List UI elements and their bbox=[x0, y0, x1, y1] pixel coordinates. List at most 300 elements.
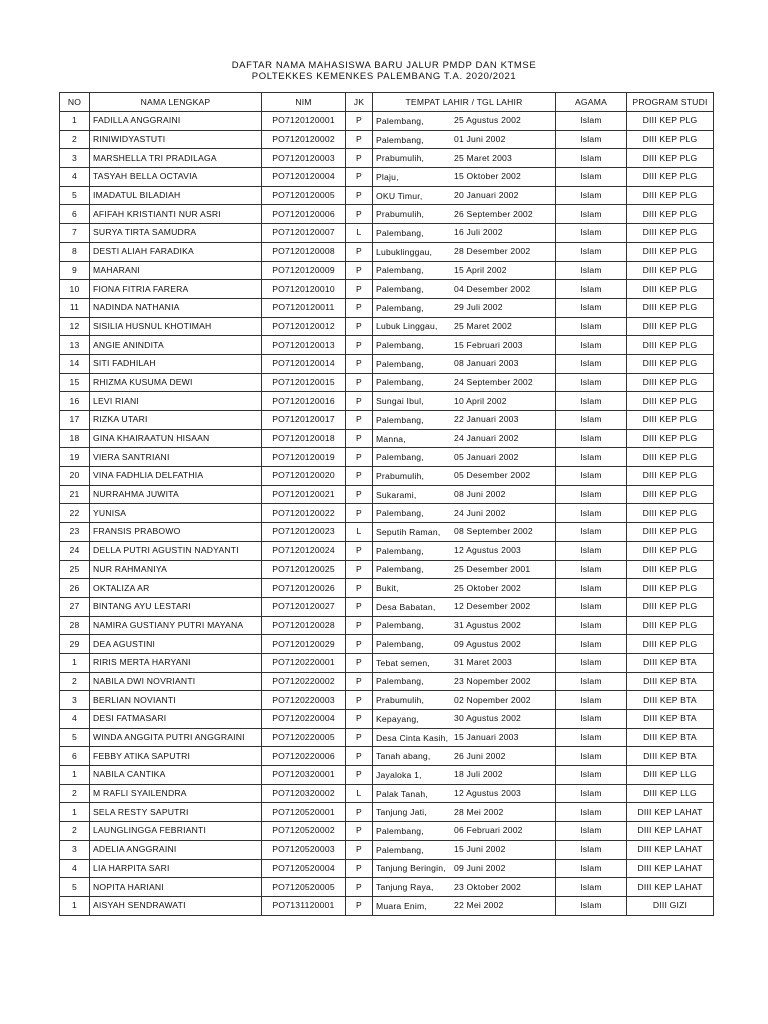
cell-no: 1 bbox=[60, 653, 90, 672]
cell-nama: VINA FADHLIA DELFATHIA bbox=[90, 467, 262, 486]
cell-nim: PO7120120006 bbox=[262, 205, 346, 224]
birth-place: Prabumulih, bbox=[376, 209, 425, 220]
birth-date: 12 Desember 2002 bbox=[454, 601, 531, 612]
birth-place: Palembang, bbox=[376, 302, 424, 313]
birth-place: Desa Babatan, bbox=[376, 601, 436, 612]
table-row bbox=[60, 710, 714, 729]
cell-agama: Islam bbox=[556, 523, 627, 542]
cell-nim: PO7120220003 bbox=[262, 691, 346, 710]
cell-jk: P bbox=[346, 317, 373, 336]
birth-date: 24 September 2002 bbox=[454, 376, 533, 387]
cell-nim: PO7120120029 bbox=[262, 635, 346, 654]
cell-no: 4 bbox=[60, 859, 90, 878]
birth-place: Prabumulih, bbox=[376, 470, 425, 481]
cell-nim: PO7120120002 bbox=[262, 130, 346, 149]
birth-place: Palembang, bbox=[376, 115, 424, 126]
table-row bbox=[60, 298, 714, 317]
table-row bbox=[60, 429, 714, 448]
cell-program-studi: DIII KEP PLG bbox=[627, 429, 714, 448]
cell-no: 3 bbox=[60, 840, 90, 859]
cell-nama: DEA AGUSTINI bbox=[90, 635, 262, 654]
birth-date: 04 Desember 2002 bbox=[454, 283, 531, 294]
birth-date: 26 Juni 2002 bbox=[454, 750, 506, 761]
birth-place: Palembang, bbox=[376, 676, 424, 687]
cell-nama: FIONA FITRIA FARERA bbox=[90, 280, 262, 299]
cell-nama: DESTI ALIAH FARADIKA bbox=[90, 242, 262, 261]
table-row bbox=[60, 373, 714, 392]
cell-nama: NABILA CANTIKA bbox=[90, 766, 262, 785]
cell-program-studi: DIII KEP BTA bbox=[627, 728, 714, 747]
cell-tempat-tgl-lahir bbox=[373, 597, 556, 616]
birth-date: 10 April 2002 bbox=[454, 395, 507, 406]
cell-jk: P bbox=[346, 728, 373, 747]
cell-program-studi: DIII KEP PLG bbox=[627, 523, 714, 542]
cell-agama: Islam bbox=[556, 186, 627, 205]
cell-no: 24 bbox=[60, 541, 90, 560]
cell-no: 1 bbox=[60, 112, 90, 131]
cell-no: 20 bbox=[60, 467, 90, 486]
birth-date: 08 Juni 2002 bbox=[454, 489, 506, 500]
table-row bbox=[60, 541, 714, 560]
cell-tempat-tgl-lahir bbox=[373, 298, 556, 317]
cell-jk: P bbox=[346, 541, 373, 560]
birth-date: 08 Januari 2003 bbox=[454, 358, 519, 369]
cell-program-studi: DIII KEP PLG bbox=[627, 205, 714, 224]
table-row bbox=[60, 280, 714, 299]
cell-jk: P bbox=[346, 803, 373, 822]
cell-program-studi: DIII KEP PLG bbox=[627, 635, 714, 654]
cell-nim: PO7120520001 bbox=[262, 803, 346, 822]
cell-jk: P bbox=[346, 149, 373, 168]
cell-nama: VIERA SANTRIANI bbox=[90, 448, 262, 467]
cell-program-studi: DIII KEP PLG bbox=[627, 560, 714, 579]
cell-agama: Islam bbox=[556, 653, 627, 672]
cell-agama: Islam bbox=[556, 485, 627, 504]
birth-date: 23 Oktober 2002 bbox=[454, 881, 522, 892]
birth-date: 24 Juni 2002 bbox=[454, 507, 506, 518]
table-row bbox=[60, 130, 714, 149]
cell-nim: PO7120520003 bbox=[262, 840, 346, 859]
cell-tempat-tgl-lahir bbox=[373, 840, 556, 859]
cell-program-studi: DIII KEP BTA bbox=[627, 747, 714, 766]
cell-program-studi: DIII KEP BTA bbox=[627, 653, 714, 672]
birth-date: 09 Agustus 2002 bbox=[454, 638, 522, 649]
cell-agama: Islam bbox=[556, 728, 627, 747]
cell-jk: P bbox=[346, 766, 373, 785]
cell-agama: Islam bbox=[556, 597, 627, 616]
cell-program-studi: DIII KEP LAHAT bbox=[627, 859, 714, 878]
cell-agama: Islam bbox=[556, 149, 627, 168]
cell-jk: P bbox=[346, 112, 373, 131]
cell-program-studi: DIII GIZI bbox=[627, 896, 714, 915]
cell-jk: P bbox=[346, 878, 373, 897]
cell-program-studi: DIII KEP LLG bbox=[627, 766, 714, 785]
birth-place: Palembang, bbox=[376, 545, 424, 556]
cell-nim: PO7120120004 bbox=[262, 168, 346, 187]
cell-nim: PO7120120009 bbox=[262, 261, 346, 280]
cell-jk: P bbox=[346, 261, 373, 280]
birth-date: 20 Januari 2002 bbox=[454, 190, 519, 201]
cell-jk: P bbox=[346, 205, 373, 224]
cell-tempat-tgl-lahir bbox=[373, 354, 556, 373]
cell-nim: PO7120120008 bbox=[262, 242, 346, 261]
cell-nama: NUR RAHMANIYA bbox=[90, 560, 262, 579]
cell-jk: P bbox=[346, 597, 373, 616]
cell-nama: DESI FATMASARI bbox=[90, 710, 262, 729]
cell-nama: ANGIE ANINDITA bbox=[90, 336, 262, 355]
cell-jk: P bbox=[346, 298, 373, 317]
birth-date: 18 Juli 2002 bbox=[454, 769, 503, 780]
cell-nim: PO7120220001 bbox=[262, 653, 346, 672]
cell-nim: PO7120120003 bbox=[262, 149, 346, 168]
birth-date: 25 Agustus 2002 bbox=[454, 115, 522, 126]
cell-nama: NURRAHMA JUWITA bbox=[90, 485, 262, 504]
cell-no: 2 bbox=[60, 672, 90, 691]
birth-place: Palembang, bbox=[376, 825, 424, 836]
birth-date: 30 Agustus 2002 bbox=[454, 713, 522, 724]
cell-agama: Islam bbox=[556, 467, 627, 486]
table-row bbox=[60, 168, 714, 187]
cell-nama: MAHARANI bbox=[90, 261, 262, 280]
student-table bbox=[59, 92, 714, 916]
cell-nim: PO7120120019 bbox=[262, 448, 346, 467]
table-row bbox=[60, 803, 714, 822]
cell-no: 28 bbox=[60, 616, 90, 635]
table-row bbox=[60, 896, 714, 915]
cell-agama: Islam bbox=[556, 411, 627, 430]
birth-date: 15 Januari 2003 bbox=[454, 732, 519, 743]
birth-place: Palembang, bbox=[376, 844, 424, 855]
cell-program-studi: DIII KEP PLG bbox=[627, 354, 714, 373]
cell-nama: RINIWIDYASTUTI bbox=[90, 130, 262, 149]
cell-nim: PO7120120022 bbox=[262, 504, 346, 523]
cell-no: 4 bbox=[60, 168, 90, 187]
cell-no: 22 bbox=[60, 504, 90, 523]
cell-jk: P bbox=[346, 485, 373, 504]
cell-program-studi: DIII KEP PLG bbox=[627, 317, 714, 336]
header-nama-lengkap: NAMA LENGKAP bbox=[90, 93, 262, 112]
birth-date: 28 Mei 2002 bbox=[454, 806, 504, 817]
table-row bbox=[60, 242, 714, 261]
cell-nim: PO7120520005 bbox=[262, 878, 346, 897]
cell-nim: PO7120120001 bbox=[262, 112, 346, 131]
cell-nama: OKTALIZA AR bbox=[90, 579, 262, 598]
table-row bbox=[60, 597, 714, 616]
cell-no: 5 bbox=[60, 186, 90, 205]
cell-nim: PO7120220006 bbox=[262, 747, 346, 766]
cell-no: 13 bbox=[60, 336, 90, 355]
birth-place: Palembang, bbox=[376, 134, 424, 145]
table-row bbox=[60, 635, 714, 654]
cell-agama: Islam bbox=[556, 710, 627, 729]
cell-program-studi: DIII KEP PLG bbox=[627, 224, 714, 243]
cell-no: 5 bbox=[60, 728, 90, 747]
cell-program-studi: DIII KEP PLG bbox=[627, 411, 714, 430]
cell-no: 8 bbox=[60, 242, 90, 261]
birth-place: Sukarami, bbox=[376, 489, 417, 500]
cell-tempat-tgl-lahir bbox=[373, 896, 556, 915]
cell-tempat-tgl-lahir bbox=[373, 392, 556, 411]
cell-nim: PO7120120028 bbox=[262, 616, 346, 635]
cell-nim: PO7120120013 bbox=[262, 336, 346, 355]
cell-jk: P bbox=[346, 411, 373, 430]
cell-agama: Islam bbox=[556, 560, 627, 579]
cell-agama: Islam bbox=[556, 336, 627, 355]
cell-nim: PO7120120005 bbox=[262, 186, 346, 205]
cell-agama: Islam bbox=[556, 317, 627, 336]
cell-program-studi: DIII KEP BTA bbox=[627, 710, 714, 729]
cell-program-studi: DIII KEP PLG bbox=[627, 186, 714, 205]
cell-jk: P bbox=[346, 710, 373, 729]
cell-tempat-tgl-lahir bbox=[373, 747, 556, 766]
cell-jk: P bbox=[346, 448, 373, 467]
cell-agama: Islam bbox=[556, 504, 627, 523]
cell-program-studi: DIII KEP LLG bbox=[627, 784, 714, 803]
cell-agama: Islam bbox=[556, 392, 627, 411]
cell-tempat-tgl-lahir bbox=[373, 112, 556, 131]
cell-no: 3 bbox=[60, 149, 90, 168]
cell-nim: PO7120520004 bbox=[262, 859, 346, 878]
table-row bbox=[60, 672, 714, 691]
cell-jk: P bbox=[346, 354, 373, 373]
cell-no: 14 bbox=[60, 354, 90, 373]
birth-date: 22 Mei 2002 bbox=[454, 900, 504, 911]
cell-nama: NAMIRA GUSTIANY PUTRI MAYANA bbox=[90, 616, 262, 635]
cell-agama: Islam bbox=[556, 803, 627, 822]
table-row bbox=[60, 504, 714, 523]
cell-nim: PO7120120011 bbox=[262, 298, 346, 317]
document-title: DAFTAR NAMA MAHASISWA BARU JALUR PMDP DAN KTMSE bbox=[231, 60, 537, 71]
cell-nama: SISILIA HUSNUL KHOTIMAH bbox=[90, 317, 262, 336]
cell-nama: MARSHELLA TRI PRADILAGA bbox=[90, 149, 262, 168]
cell-program-studi: DIII KEP PLG bbox=[627, 504, 714, 523]
header-program-studi: PROGRAM STUDI bbox=[627, 93, 714, 112]
cell-agama: Islam bbox=[556, 859, 627, 878]
cell-nama: BINTANG AYU LESTARI bbox=[90, 597, 262, 616]
cell-tempat-tgl-lahir bbox=[373, 205, 556, 224]
cell-tempat-tgl-lahir bbox=[373, 448, 556, 467]
birth-place: Palembang, bbox=[376, 227, 424, 238]
birth-date: 23 Nopember 2002 bbox=[454, 675, 531, 686]
birth-place: Palembang, bbox=[376, 508, 424, 519]
cell-nama: SURYA TIRTA SAMUDRA bbox=[90, 224, 262, 243]
birth-date: 28 Desember 2002 bbox=[454, 246, 531, 257]
cell-tempat-tgl-lahir bbox=[373, 261, 556, 280]
cell-no: 4 bbox=[60, 710, 90, 729]
cell-no: 11 bbox=[60, 298, 90, 317]
cell-agama: Islam bbox=[556, 635, 627, 654]
cell-no: 1 bbox=[60, 896, 90, 915]
birth-date: 12 Agustus 2003 bbox=[454, 788, 522, 799]
cell-agama: Islam bbox=[556, 112, 627, 131]
cell-tempat-tgl-lahir bbox=[373, 710, 556, 729]
table-row bbox=[60, 411, 714, 430]
cell-no: 23 bbox=[60, 523, 90, 542]
cell-nim: PO7120120025 bbox=[262, 560, 346, 579]
cell-tempat-tgl-lahir bbox=[373, 766, 556, 785]
cell-jk: P bbox=[346, 429, 373, 448]
cell-jk: P bbox=[346, 896, 373, 915]
cell-agama: Islam bbox=[556, 280, 627, 299]
cell-jk: L bbox=[346, 523, 373, 542]
cell-nim: PO7120320002 bbox=[262, 784, 346, 803]
table-row bbox=[60, 186, 714, 205]
cell-jk: P bbox=[346, 467, 373, 486]
cell-jk: P bbox=[346, 822, 373, 841]
cell-tempat-tgl-lahir bbox=[373, 691, 556, 710]
header-nim: NIM bbox=[262, 93, 346, 112]
birth-place: Palembang, bbox=[376, 265, 424, 276]
cell-nama: AISYAH SENDRAWATI bbox=[90, 896, 262, 915]
birth-date: 25 Maret 2003 bbox=[454, 152, 513, 163]
cell-agama: Islam bbox=[556, 840, 627, 859]
cell-nama: M RAFLI SYAILENDRA bbox=[90, 784, 262, 803]
cell-tempat-tgl-lahir bbox=[373, 672, 556, 691]
cell-tempat-tgl-lahir bbox=[373, 168, 556, 187]
document-subtitle: POLTEKKES KEMENKES PALEMBANG T.A. 2020/2021 bbox=[251, 71, 517, 82]
cell-tempat-tgl-lahir bbox=[373, 541, 556, 560]
cell-agama: Islam bbox=[556, 354, 627, 373]
cell-tempat-tgl-lahir bbox=[373, 878, 556, 897]
birth-place: Palak Tanah, bbox=[376, 788, 428, 799]
birth-place: Palembang, bbox=[376, 340, 424, 351]
table-row bbox=[60, 560, 714, 579]
cell-agama: Islam bbox=[556, 878, 627, 897]
cell-tempat-tgl-lahir bbox=[373, 130, 556, 149]
cell-jk: P bbox=[346, 504, 373, 523]
cell-nama: SELA RESTY SAPUTRI bbox=[90, 803, 262, 822]
birth-date: 06 Februari 2002 bbox=[454, 825, 523, 836]
cell-no: 5 bbox=[60, 878, 90, 897]
cell-agama: Islam bbox=[556, 205, 627, 224]
cell-program-studi: DIII KEP LAHAT bbox=[627, 822, 714, 841]
cell-jk: P bbox=[346, 747, 373, 766]
cell-jk: P bbox=[346, 242, 373, 261]
table-row bbox=[60, 616, 714, 635]
table-row bbox=[60, 840, 714, 859]
table-row bbox=[60, 317, 714, 336]
cell-nama: RIRIS MERTA HARYANI bbox=[90, 653, 262, 672]
cell-nim: PO7120120018 bbox=[262, 429, 346, 448]
birth-place: Bukit, bbox=[376, 583, 399, 594]
cell-no: 16 bbox=[60, 392, 90, 411]
cell-tempat-tgl-lahir bbox=[373, 224, 556, 243]
birth-date: 15 Februari 2003 bbox=[454, 339, 523, 350]
table-row bbox=[60, 467, 714, 486]
cell-no: 15 bbox=[60, 373, 90, 392]
table-row bbox=[60, 878, 714, 897]
cell-program-studi: DIII KEP PLG bbox=[627, 579, 714, 598]
cell-no: 1 bbox=[60, 803, 90, 822]
cell-nama: GINA KHAIRAATUN HISAAN bbox=[90, 429, 262, 448]
cell-nim: PO7120220004 bbox=[262, 710, 346, 729]
cell-jk: P bbox=[346, 373, 373, 392]
birth-date: 05 Januari 2002 bbox=[454, 451, 519, 462]
birth-place: Plaju, bbox=[376, 171, 399, 182]
cell-jk: P bbox=[346, 280, 373, 299]
birth-place: Muara Enim, bbox=[376, 900, 427, 911]
birth-date: 31 Maret 2003 bbox=[454, 657, 513, 668]
cell-nama: AFIFAH KRISTIANTI NUR ASRI bbox=[90, 205, 262, 224]
cell-tempat-tgl-lahir bbox=[373, 616, 556, 635]
table-row bbox=[60, 784, 714, 803]
cell-nim: PO7120120012 bbox=[262, 317, 346, 336]
header-agama: AGAMA bbox=[556, 93, 627, 112]
cell-nim: PO7120520002 bbox=[262, 822, 346, 841]
birth-place: Palembang, bbox=[376, 564, 424, 575]
cell-nim: PO7131120001 bbox=[262, 896, 346, 915]
cell-tempat-tgl-lahir bbox=[373, 728, 556, 747]
cell-agama: Islam bbox=[556, 579, 627, 598]
cell-program-studi: DIII KEP LAHAT bbox=[627, 840, 714, 859]
table-row bbox=[60, 392, 714, 411]
cell-nim: PO7120320001 bbox=[262, 766, 346, 785]
cell-program-studi: DIII KEP PLG bbox=[627, 261, 714, 280]
cell-no: 12 bbox=[60, 317, 90, 336]
header-jk: JK bbox=[346, 93, 373, 112]
birth-place: OKU Timur, bbox=[376, 190, 423, 201]
cell-no: 6 bbox=[60, 747, 90, 766]
table-row bbox=[60, 261, 714, 280]
table-row bbox=[60, 224, 714, 243]
birth-date: 24 Januari 2002 bbox=[454, 433, 519, 444]
birth-place: Tanjung Beringin, bbox=[376, 863, 446, 874]
birth-place: Palembang, bbox=[376, 639, 424, 650]
birth-place: Tebat semen, bbox=[376, 657, 430, 668]
cell-program-studi: DIII KEP BTA bbox=[627, 691, 714, 710]
birth-date: 09 Juni 2002 bbox=[454, 862, 506, 873]
cell-jk: L bbox=[346, 784, 373, 803]
header-no: NO bbox=[60, 93, 90, 112]
cell-agama: Islam bbox=[556, 822, 627, 841]
birth-place: Palembang, bbox=[376, 284, 424, 295]
cell-program-studi: DIII KEP PLG bbox=[627, 467, 714, 486]
birth-place: Tanjung Jati, bbox=[376, 807, 427, 818]
cell-agama: Islam bbox=[556, 242, 627, 261]
cell-nama: LAUNGLINGGA FEBRIANTI bbox=[90, 822, 262, 841]
cell-nim: PO7120120020 bbox=[262, 467, 346, 486]
cell-agama: Islam bbox=[556, 766, 627, 785]
cell-program-studi: DIII KEP BTA bbox=[627, 672, 714, 691]
cell-jk: P bbox=[346, 130, 373, 149]
cell-nim: PO7120220005 bbox=[262, 728, 346, 747]
birth-place: Tanjung Raya, bbox=[376, 882, 434, 893]
cell-nim: PO7120120021 bbox=[262, 485, 346, 504]
header-tempat-tgl-lahir: TEMPAT LAHIR / TGL LAHIR bbox=[373, 93, 556, 112]
cell-no: 6 bbox=[60, 205, 90, 224]
birth-date: 25 Maret 2002 bbox=[454, 320, 513, 331]
cell-program-studi: DIII KEP PLG bbox=[627, 597, 714, 616]
cell-agama: Islam bbox=[556, 168, 627, 187]
cell-agama: Islam bbox=[556, 224, 627, 243]
cell-tempat-tgl-lahir bbox=[373, 467, 556, 486]
cell-nim: PO7120120007 bbox=[262, 224, 346, 243]
birth-place: Desa Cinta Kasih, bbox=[376, 732, 449, 743]
cell-nama: LIA HARPITA SARI bbox=[90, 859, 262, 878]
cell-jk: P bbox=[346, 672, 373, 691]
table-header-row bbox=[60, 93, 714, 112]
birth-place: Sungai Ibul, bbox=[376, 396, 424, 407]
cell-tempat-tgl-lahir bbox=[373, 485, 556, 504]
table-row bbox=[60, 485, 714, 504]
birth-date: 26 September 2002 bbox=[454, 208, 533, 219]
cell-jk: P bbox=[346, 616, 373, 635]
cell-nim: PO7120120010 bbox=[262, 280, 346, 299]
table-row bbox=[60, 728, 714, 747]
cell-nama: WINDA ANGGITA PUTRI ANGGRAINI bbox=[90, 728, 262, 747]
table-row bbox=[60, 448, 714, 467]
cell-agama: Islam bbox=[556, 672, 627, 691]
